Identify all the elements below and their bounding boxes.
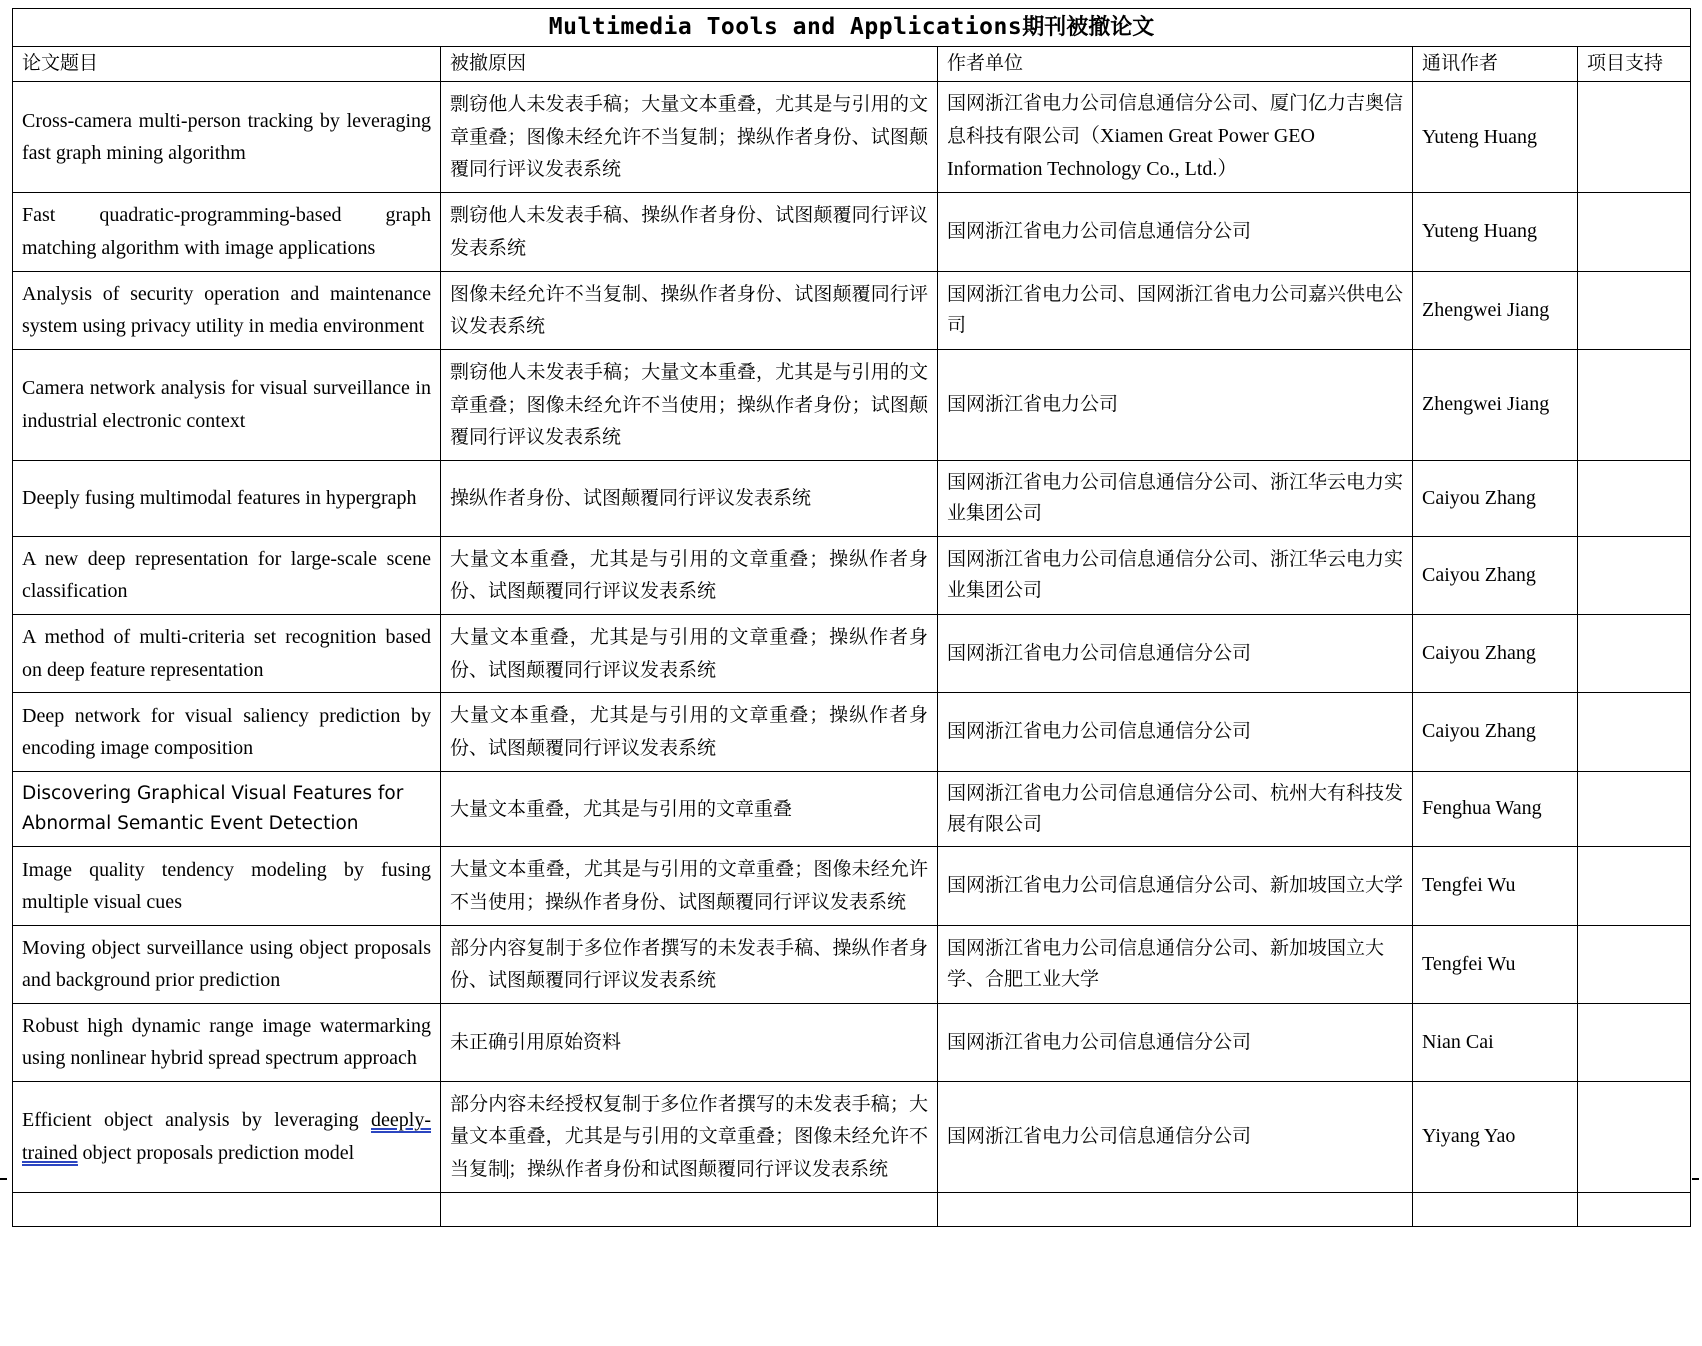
corresponding-author: Tengfei Wu (1413, 925, 1578, 1003)
table-row (13, 693, 1691, 771)
misspelled-word[interactable]: deeply-trained (22, 1109, 431, 1164)
author-affiliation: 国网浙江省电力公司信息通信分公司 (938, 614, 1413, 692)
corresponding-author: Caiyou Zhang (1413, 614, 1578, 692)
left-margin-tick (0, 1178, 7, 1180)
paper-title: Moving object surveillance using object proposals and background prior prediction (13, 925, 441, 1003)
right-margin-tick (1692, 1178, 1699, 1180)
table-title (13, 9, 1691, 47)
corresponding-author: Caiyou Zhang (1413, 536, 1578, 614)
paper-title: Robust high dynamic range image watermarking using nonlinear hybrid spread spectrum approach (13, 1003, 441, 1081)
retraction-reason: 剽窃他人未发表手稿、操纵作者身份、试图颠覆同行评议发表系统 (441, 193, 938, 271)
paper-title: Camera network analysis for visual surveillance in industrial electronic context (13, 349, 441, 460)
retraction-reason: 大量文本重叠，尤其是与引用的文章重叠；操纵作者身份、试图颠覆同行评议发表系统 (441, 536, 938, 614)
author-affiliation: 国网浙江省电力公司信息通信分公司 (938, 1003, 1413, 1081)
author-affiliation: 国网浙江省电力公司信息通信分公司 (938, 193, 1413, 271)
funding-support (1578, 847, 1691, 925)
retraction-reason (441, 1081, 938, 1192)
funding-support (1578, 1003, 1691, 1081)
corresponding-author: Caiyou Zhang (1413, 460, 1578, 536)
paper-title: Deeply fusing multimodal features in hypergraph (13, 460, 441, 536)
corresponding-author (1413, 1192, 1578, 1226)
paper-title-part1: Efficient object analysis by leveraging (22, 1109, 372, 1132)
retraction-reason-part2: ；操纵作者身份和试图颠覆同行评议发表系统 (508, 1158, 889, 1181)
corresponding-author: Zhengwei Jiang (1413, 271, 1578, 349)
paper-title: Analysis of security operation and maintenance system using privacy utility in media environment (13, 271, 441, 349)
retraction-reason (441, 1192, 938, 1226)
table-row (13, 349, 1691, 460)
funding-support (1578, 1192, 1691, 1226)
corresponding-author: Zhengwei Jiang (1413, 349, 1578, 460)
table-row (13, 771, 1691, 847)
corresponding-author: Yuteng Huang (1413, 193, 1578, 271)
paper-title: A method of multi-criteria set recognition based on deep feature representation (13, 614, 441, 692)
retraction-reason: 图像未经允许不当复制、操纵作者身份、试图颠覆同行评议发表系统 (441, 271, 938, 349)
retraction-reason: 剽窃他人未发表手稿；大量文本重叠，尤其是与引用的文章重叠；图像未经允许不当使用；操纵作者身份；试图颠覆同行评议发表系统 (441, 349, 938, 460)
paper-title-part2: object proposals prediction model (77, 1141, 355, 1164)
table-row (13, 925, 1691, 1003)
corresponding-author: Yiyang Yao (1413, 1081, 1578, 1192)
column-header-reason: 被撤原因 (441, 47, 938, 82)
funding-support (1578, 349, 1691, 460)
retraction-reason: 大量文本重叠，尤其是与引用的文章重叠；操纵作者身份、试图颠覆同行评议发表系统 (441, 693, 938, 771)
author-affiliation: 国网浙江省电力公司信息通信分公司、浙江华云电力实业集团公司 (938, 536, 1413, 614)
author-affiliation (938, 82, 1413, 193)
table-title-latin: Multimedia Tools and Applications (548, 14, 1023, 40)
column-header-affiliation: 作者单位 (938, 47, 1413, 82)
table-row (13, 460, 1691, 536)
author-affiliation: 国网浙江省电力公司 (938, 349, 1413, 460)
column-header-corresponding-author: 通讯作者 (1413, 47, 1578, 82)
table-row-partial (13, 1192, 1691, 1226)
funding-support (1578, 925, 1691, 1003)
author-affiliation: 国网浙江省电力公司信息通信分公司 (938, 1081, 1413, 1192)
author-affiliation (938, 1192, 1413, 1226)
retraction-reason-part1: 部分内容未经授权复制于多位作者撰写的未发表手稿；大量文本重叠，尤其是与引用的文章重叠；图像未经允许不当复制 (450, 1092, 928, 1181)
paper-title: Fast quadratic-programming-based graph matching algorithm with image applications (13, 193, 441, 271)
paper-title: A new deep representation for large-scale scene classification (13, 536, 441, 614)
retraction-reason: 剽窃他人未发表手稿；大量文本重叠，尤其是与引用的文章重叠；图像未经允许不当复制；操纵作者身份、试图颠覆同行评议发表系统 (441, 82, 938, 193)
table-row (13, 82, 1691, 193)
retraction-reason: 未正确引用原始资料 (441, 1003, 938, 1081)
funding-support (1578, 771, 1691, 847)
paper-title: Image quality tendency modeling by fusing multiple visual cues (13, 847, 441, 925)
corresponding-author: Fenghua Wang (1413, 771, 1578, 847)
table-row (13, 193, 1691, 271)
retraction-reason: 部分内容复制于多位作者撰写的未发表手稿、操纵作者身份、试图颠覆同行评议发表系统 (441, 925, 938, 1003)
retraction-reason: 操纵作者身份、试图颠覆同行评议发表系统 (441, 460, 938, 536)
affiliation-latin: （Xiamen Great Power GEO Information Technology Co., Ltd.） (947, 124, 1315, 180)
funding-support (1578, 614, 1691, 692)
affiliation-cjk: 国网浙江省电力公司信息通信分公司、厦门亿力吉奥信息科技有限公司 (947, 92, 1404, 147)
author-affiliation: 国网浙江省电力公司信息通信分公司、杭州大有科技发展有限公司 (938, 771, 1413, 847)
table-row (13, 847, 1691, 925)
table-row (13, 271, 1691, 349)
corresponding-author: Nian Cai (1413, 1003, 1578, 1081)
funding-support (1578, 693, 1691, 771)
author-affiliation: 国网浙江省电力公司信息通信分公司、新加坡国立大学、合肥工业大学 (938, 925, 1413, 1003)
funding-support (1578, 536, 1691, 614)
funding-support (1578, 460, 1691, 536)
column-header-funding: 项目支持 (1578, 47, 1691, 82)
retraction-reason: 大量文本重叠，尤其是与引用的文章重叠；操纵作者身份、试图颠覆同行评议发表系统 (441, 614, 938, 692)
table-title-cjk: 期刊被撤论文 (1022, 15, 1155, 40)
table-title-row (13, 9, 1691, 47)
corresponding-author: Caiyou Zhang (1413, 693, 1578, 771)
paper-title: Discovering Graphical Visual Features for Abnormal Semantic Event Detection (13, 771, 441, 847)
table-row (13, 1003, 1691, 1081)
funding-support (1578, 271, 1691, 349)
retraction-reason: 大量文本重叠，尤其是与引用的文章重叠；图像未经允许不当使用；操纵作者身份、试图颠覆同行评议发表系统 (441, 847, 938, 925)
table-row (13, 1081, 1691, 1192)
funding-support (1578, 1081, 1691, 1192)
funding-support (1578, 82, 1691, 193)
table-header-row (13, 47, 1691, 82)
paper-title (13, 1081, 441, 1192)
column-header-title: 论文题目 (13, 47, 441, 82)
author-affiliation: 国网浙江省电力公司信息通信分公司、新加坡国立大学 (938, 847, 1413, 925)
paper-title: Deep network for visual saliency prediction by encoding image composition (13, 693, 441, 771)
corresponding-author: Yuteng Huang (1413, 82, 1578, 193)
retraction-reason: 大量文本重叠，尤其是与引用的文章重叠 (441, 771, 938, 847)
paper-title (13, 1192, 441, 1226)
table-row (13, 614, 1691, 692)
table-row (13, 536, 1691, 614)
retracted-papers-table (12, 8, 1691, 1227)
author-affiliation: 国网浙江省电力公司信息通信分公司 (938, 693, 1413, 771)
paper-title: Cross-camera multi-person tracking by leveraging fast graph mining algorithm (13, 82, 441, 193)
author-affiliation: 国网浙江省电力公司、国网浙江省电力公司嘉兴供电公司 (938, 271, 1413, 349)
funding-support (1578, 193, 1691, 271)
author-affiliation: 国网浙江省电力公司信息通信分公司、浙江华云电力实业集团公司 (938, 460, 1413, 536)
corresponding-author: Tengfei Wu (1413, 847, 1578, 925)
